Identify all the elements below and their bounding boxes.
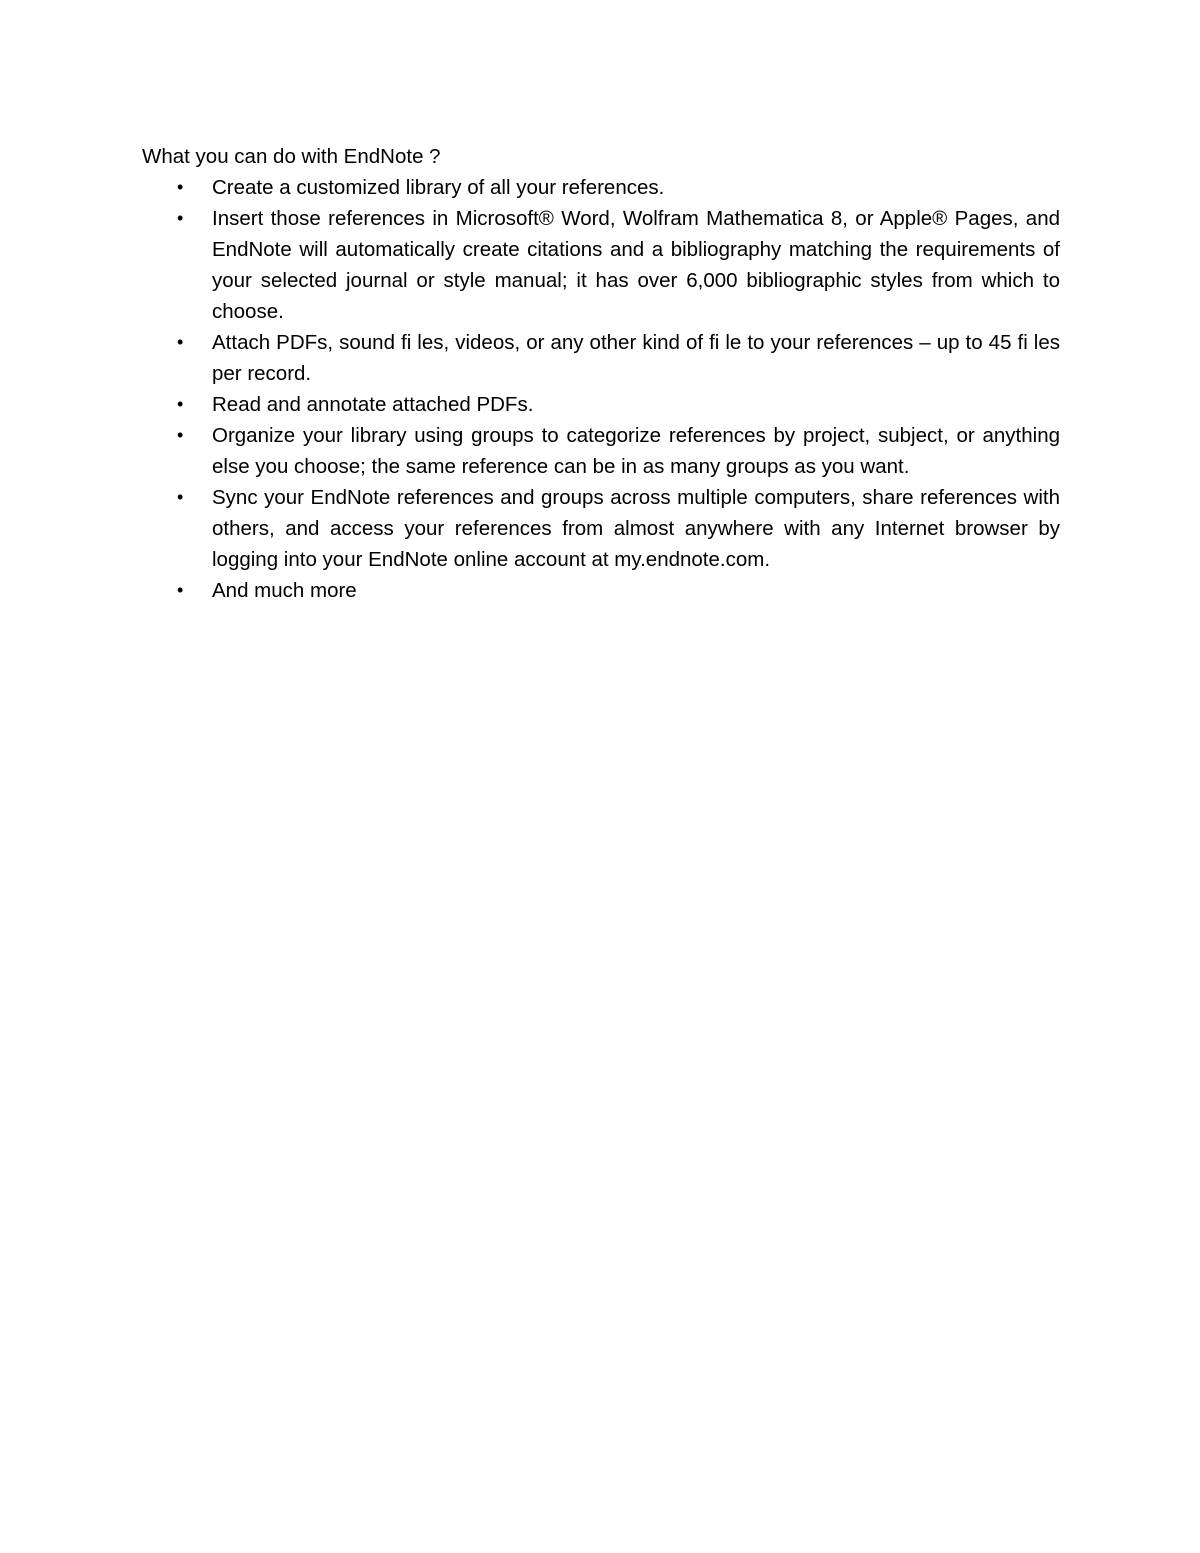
list-item-text: And much more xyxy=(212,579,357,602)
bullet-icon: • xyxy=(177,425,184,445)
list-item xyxy=(142,327,1060,389)
list-item xyxy=(142,575,1060,606)
list-item-text: Organize your library using groups to categorize references by project, subject, or anything else you choose; the same reference can be in as many groups as you want. xyxy=(212,424,1060,478)
bullet-icon: • xyxy=(177,208,184,228)
list-item xyxy=(142,482,1060,575)
list-item xyxy=(142,420,1060,482)
list-item-text: Attach PDFs, sound fi les, videos, or any other kind of fi le to your references – up to 45 fi les per record. xyxy=(212,331,1060,385)
list-item xyxy=(142,203,1060,327)
bullet-icon: • xyxy=(177,177,184,197)
bullet-icon: • xyxy=(177,394,184,414)
bullet-icon: • xyxy=(177,332,184,352)
list-item xyxy=(142,389,1060,420)
list-item-text: Sync your EndNote references and groups across multiple computers, share references with others, and access your references from almost anywhere with any Internet browser by logging into your EndNote online account at my.endnote.com. xyxy=(212,486,1060,571)
list-item xyxy=(142,172,1060,203)
bullet-icon: • xyxy=(177,487,184,507)
document-heading: What you can do with EndNote ? xyxy=(142,145,441,168)
bullet-icon: • xyxy=(177,580,184,600)
list-item-text: Insert those references in Microsoft® Word, Wolfram Mathematica 8, or Apple® Pages, and EndNote will automatically create citations and a bibliography matching the requirements of your selected journal or style manual; it has over 6,000 bibliographic styles from which to choose. xyxy=(212,207,1060,323)
feature-list xyxy=(142,172,1060,606)
list-item-text: Create a customized library of all your references. xyxy=(212,176,665,199)
document-body xyxy=(142,141,1060,606)
list-item-text: Read and annotate attached PDFs. xyxy=(212,393,534,416)
